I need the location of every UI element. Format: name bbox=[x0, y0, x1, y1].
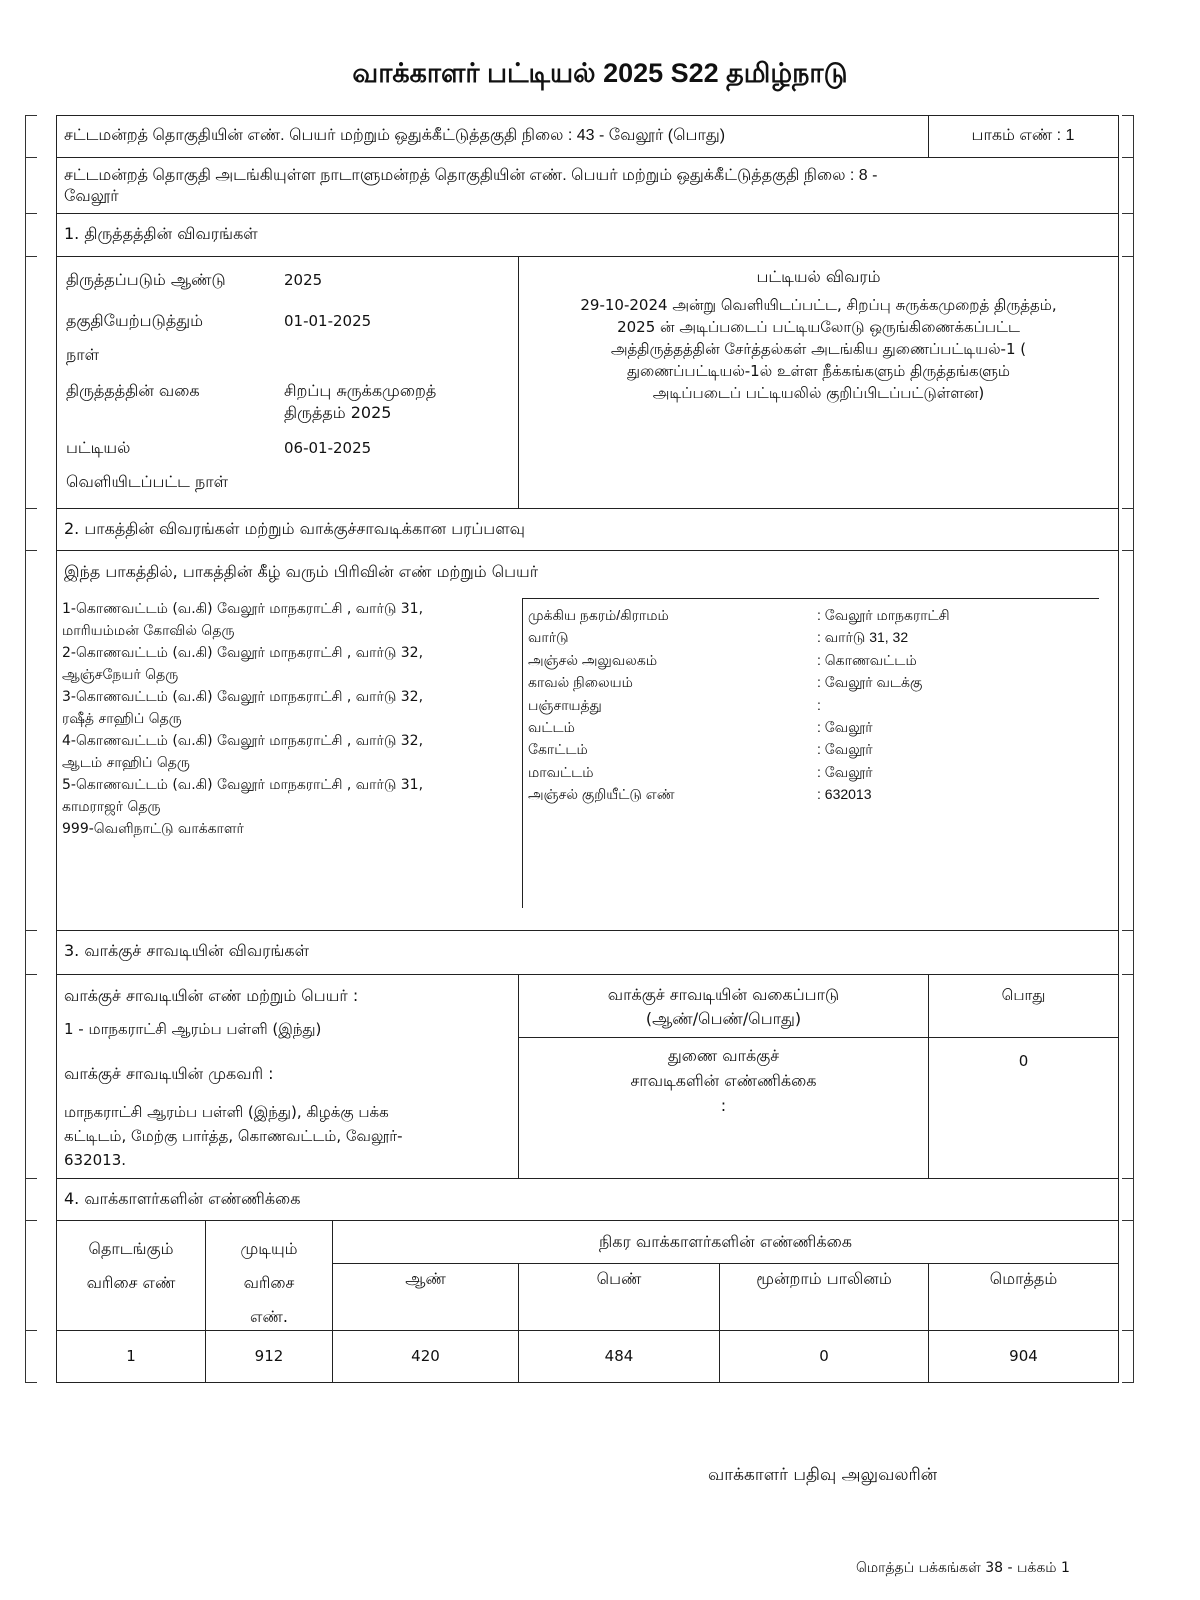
assembly-constituency: சட்டமன்றத் தொகுதியின் எண். பெயர் மற்றும் ஒதுக்கீட்டுத்தகுதி நிலை : 43 - வேலூர் (பொது) bbox=[64, 127, 726, 144]
area-value: : வேலூர் bbox=[817, 764, 873, 780]
booth-name-label: வாக்குச் சாவடியின் எண் மற்றும் பெயர் : bbox=[64, 986, 359, 1005]
part-number: பாகம் எண் : 1 bbox=[971, 127, 1075, 144]
col-start-serial-line2: வரிசை எண் bbox=[86, 1273, 176, 1292]
list-details-line: அத்திருத்தத்தின் சேர்த்தல்கள் அடங்கிய துணைப்பட்டியல்-1 ( bbox=[610, 340, 1027, 358]
section3-heading: 3. வாக்குச் சாவடியின் விவரங்கள் bbox=[64, 941, 310, 960]
section4-heading: 4. வாக்காளர்களின் எண்ணிக்கை bbox=[64, 1189, 301, 1208]
area-label: வட்டம் bbox=[528, 719, 575, 735]
total-count-cell: 904 bbox=[1009, 1347, 1038, 1365]
section-list-line: ரஷீத் சாஹிப் தெரு bbox=[62, 711, 182, 727]
area-value: : bbox=[817, 697, 821, 713]
col-start-serial-header bbox=[57, 1232, 205, 1300]
page-info: மொத்தப் பக்கங்கள் 38 - பக்கம் 1 bbox=[856, 1560, 1070, 1576]
booth-address bbox=[64, 1100, 403, 1172]
section-list-line: 4-கொணவட்டம் (வ.கி) வேலூர் மாநகராட்சி , வார்டு 32, bbox=[62, 733, 424, 749]
booth-type-label bbox=[519, 983, 928, 1031]
section-list-line: மாரியம்மன் கோவில் தெரு bbox=[62, 623, 235, 639]
area-value: : கொணவட்டம் bbox=[817, 652, 917, 668]
booth-type-label-line1: வாக்குச் சாவடியின் வகைப்பாடு bbox=[607, 985, 840, 1004]
section-list-line: ஆஞ்சநேயர் தெரு bbox=[62, 667, 179, 683]
document-title: வாக்காளர் பட்டியல் 2025 S22 தமிழ்நாடு bbox=[352, 58, 848, 88]
third-gender-count-cell: 0 bbox=[819, 1347, 829, 1365]
area-value: : வேலூர் bbox=[817, 719, 873, 735]
aux-booths-label-line2: சாவடிகளின் எண்ணிக்கை bbox=[630, 1071, 817, 1090]
publication-date-label-line2: வெளியிடப்பட்ட நாள் bbox=[66, 472, 229, 491]
section-list-line: 2-கொணவட்டம் (வ.கி) வேலூர் மாநகராட்சி , வார்டு 32, bbox=[62, 645, 424, 661]
net-voters-header: நிகர வாக்காளர்களின் எண்ணிக்கை bbox=[599, 1232, 852, 1251]
area-label: மாவட்டம் bbox=[528, 764, 594, 780]
col-end-serial-line3: எண். bbox=[250, 1307, 288, 1326]
booth-address-line: கட்டிடம், மேற்கு பார்த்த, கொணவட்டம், வேலூர்- bbox=[64, 1127, 403, 1145]
area-label: காவல் நிலையம் bbox=[528, 674, 633, 690]
booth-type-label-line2: (ஆண்/பெண்/பொது) bbox=[645, 1009, 802, 1028]
list-details-line: 29-10-2024 அன்று வெளியிடப்பட்ட, சிறப்பு சுருக்கமுறைத் திருத்தம், bbox=[580, 296, 1057, 314]
col-end-serial-line2: வரிசை bbox=[243, 1273, 295, 1292]
section1-heading: 1. திருத்தத்தின் விவரங்கள் bbox=[64, 224, 258, 243]
end-serial-cell: 912 bbox=[254, 1347, 284, 1365]
qualifying-date-label-line1: தகுதியேற்படுத்தும் bbox=[66, 311, 203, 330]
qualifying-date-label-line2: நாள் bbox=[66, 345, 100, 364]
col-end-serial-header bbox=[206, 1232, 332, 1334]
list-details-line: அடிப்படைப் பட்டியலில் குறிப்பிடப்பட்டுள்ளன) bbox=[652, 384, 985, 402]
section2-subheading: இந்த பாகத்தில், பாகத்தின் கீழ் வரும் பிரிவின் எண் மற்றும் பெயர் bbox=[64, 562, 539, 581]
parliamentary-constituency-line2: வேலூர் bbox=[64, 188, 119, 205]
area-label: அஞ்சல் அலுவலகம் bbox=[528, 652, 658, 668]
revision-type-label: திருத்தத்தின் வகை bbox=[66, 381, 200, 400]
area-label: பஞ்சாயத்து bbox=[528, 697, 602, 713]
col-male-header: ஆண் bbox=[405, 1269, 446, 1288]
area-label: முக்கிய நகரம்/கிராமம் bbox=[528, 607, 669, 623]
list-details-line: 2025 ன் அடிப்படைப் பட்டியலோடு ஒருங்கிணைக்கப்பட்ட bbox=[617, 318, 1020, 336]
section-list-line: 3-கொணவட்டம் (வ.கி) வேலூர் மாநகராட்சி , வார்டு 32, bbox=[62, 689, 424, 705]
area-label: கோட்டம் bbox=[528, 741, 588, 757]
area-value: : வேலூர் bbox=[817, 741, 873, 757]
aux-booths-label bbox=[519, 1043, 928, 1118]
aux-booths-label-line1: துணை வாக்குச் bbox=[667, 1046, 780, 1065]
area-value: : 632013 bbox=[817, 786, 872, 802]
section-list-line: 999-வெளிநாட்டு வாக்காளர் bbox=[62, 821, 244, 837]
section-list-line: 1-கொணவட்டம் (வ.கி) வேலூர் மாநகராட்சி , வார்டு 31, bbox=[62, 601, 424, 617]
list-details-heading: பட்டியல் விவரம் bbox=[756, 267, 881, 286]
list-details-line: துணைப்பட்டியல்-1ல் உள்ள நீக்கங்களும் திருத்தங்களும் bbox=[626, 362, 1011, 380]
start-serial-cell: 1 bbox=[126, 1347, 136, 1365]
list-details-text bbox=[519, 294, 1118, 404]
publication-date-value: 06-01-2025 bbox=[284, 439, 372, 457]
booth-name-value: 1 - மாநகராட்சி ஆரம்ப பள்ளி (இந்து) bbox=[64, 1020, 322, 1038]
section-list-line: 5-கொணவட்டம் (வ.கி) வேலூர் மாநகராட்சி , வார்டு 31, bbox=[62, 777, 424, 793]
area-value: : வார்டு 31, 32 bbox=[817, 629, 909, 645]
male-count-cell: 420 bbox=[411, 1347, 440, 1365]
female-count-cell: 484 bbox=[604, 1347, 634, 1365]
area-label: வார்டு bbox=[528, 629, 569, 645]
revision-year-label: திருத்தப்படும் ஆண்டு bbox=[66, 270, 226, 289]
booth-address-label: வாக்குச் சாவடியின் முகவரி : bbox=[64, 1064, 274, 1083]
area-value: : வேலூர் வடக்கு bbox=[817, 674, 923, 690]
parliamentary-constituency-line1: சட்டமன்றத் தொகுதி அடங்கியுள்ள நாடாளுமன்றத் தொகுதியின் எண். பெயர் மற்றும் ஒதுக்கீட்டுத்தகுதி நிலை : 8 - bbox=[64, 167, 878, 184]
section2-heading: 2. பாகத்தின் விவரங்கள் மற்றும் வாக்குச்சாவடிக்கான பரப்பளவு bbox=[64, 519, 525, 538]
section-list-line: ஆடம் சாஹிப் தெரு bbox=[62, 755, 190, 771]
area-label: அஞ்சல் குறியீட்டு எண் bbox=[528, 786, 675, 802]
signature-label: வாக்காளர் பதிவு அலுவலரின் bbox=[708, 1465, 938, 1485]
aux-booths-value: 0 bbox=[1018, 1052, 1029, 1070]
qualifying-date-value: 01-01-2025 bbox=[284, 312, 372, 330]
booth-address-line: மாநகராட்சி ஆரம்ப பள்ளி (இந்து), கிழக்கு பக்க bbox=[64, 1103, 389, 1121]
col-third-gender-header: மூன்றாம் பாலினம் bbox=[756, 1269, 892, 1288]
col-start-serial-line1: தொடங்கும் bbox=[88, 1239, 174, 1258]
revision-type-value-line2: திருத்தம் 2025 bbox=[284, 403, 392, 422]
col-end-serial-line1: முடியும் bbox=[240, 1239, 298, 1258]
aux-booths-colon: : bbox=[720, 1096, 727, 1115]
revision-type-value-line1: சிறப்பு சுருக்கமுறைத் bbox=[284, 381, 437, 400]
booth-type-value: பொது bbox=[1001, 986, 1046, 1004]
parliamentary-constituency bbox=[64, 165, 877, 207]
revision-year-value: 2025 bbox=[284, 271, 323, 289]
col-female-header: பெண் bbox=[596, 1269, 642, 1288]
publication-date-label-line1: பட்டியல் bbox=[66, 438, 131, 457]
section-list-line: காமராஜர் தெரு bbox=[62, 799, 161, 815]
booth-address-line: 632013. bbox=[64, 1151, 127, 1169]
area-value: : வேலூர் மாநகராட்சி bbox=[817, 607, 950, 623]
col-total-header: மொத்தம் bbox=[989, 1269, 1058, 1288]
